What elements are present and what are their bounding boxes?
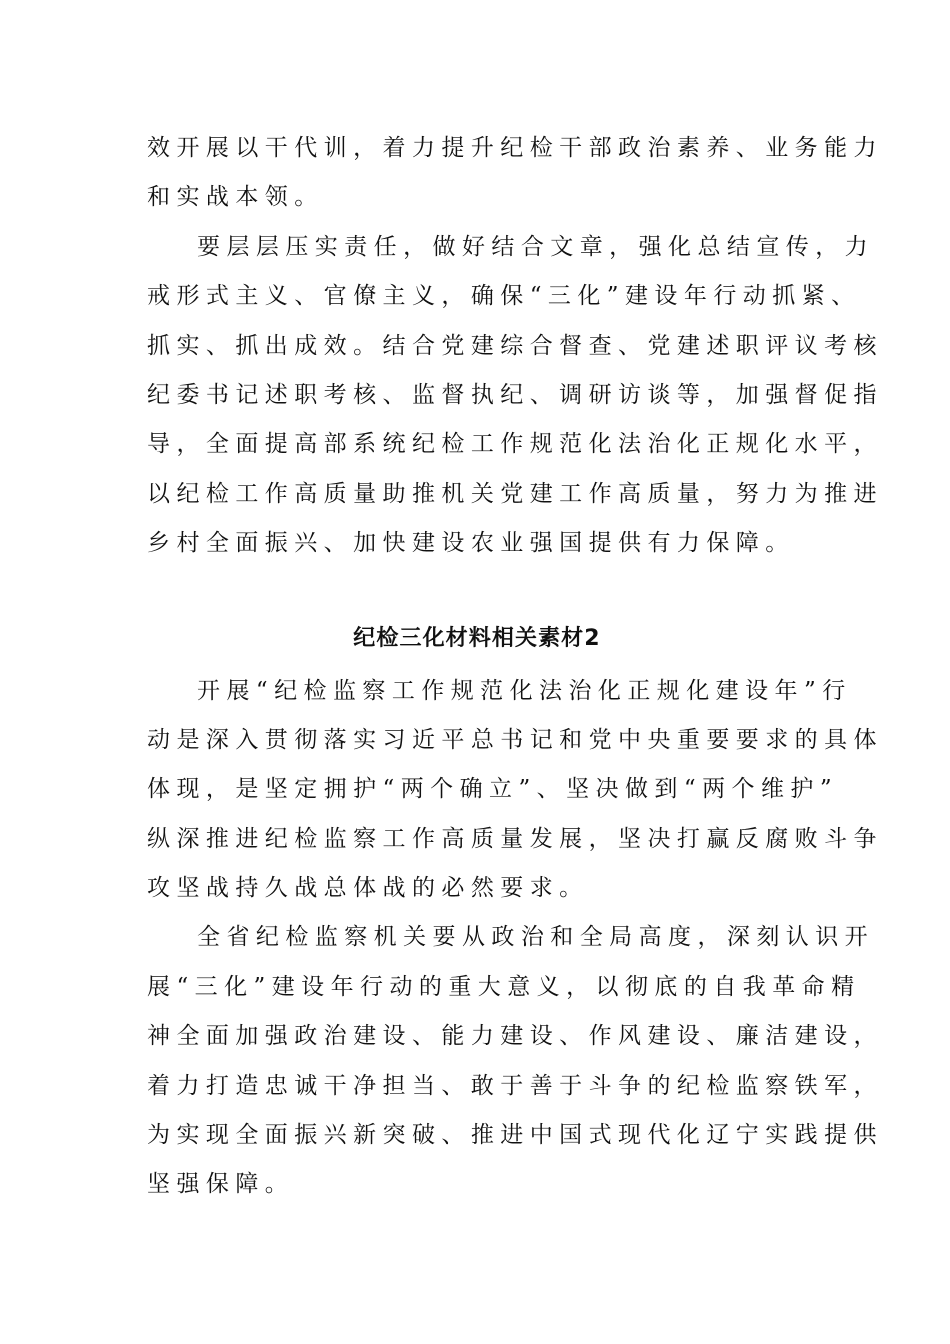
paragraph [147, 913, 883, 1209]
paragraph [147, 124, 883, 223]
text-line: 要层层压实责任，做好结合文章，强化总结宣传，力 [197, 233, 875, 260]
text-line: 以纪检工作高质量助推机关党建工作高质量，努力为推进 [147, 480, 883, 507]
text-line: 为实现全面振兴新突破、推进中国式现代化辽宁实践提供 [147, 1122, 883, 1149]
text-line: 效开展以干代训，着力提升纪检干部政治素养、业务能力 [147, 135, 883, 161]
text-line: 和实战本领。 [147, 184, 324, 211]
text-line: 纵深推进纪检监察工作高质量发展，坚决打赢反腐败斗争 [147, 825, 883, 852]
paragraph [147, 667, 883, 914]
text-line: 全省纪检监察机关要从政治和全局高度，深刻认识开 [197, 924, 875, 951]
document-page [147, 124, 883, 1210]
text-line: 体现，是坚定拥护“两个确立”、坚决做到“两个维护” [147, 776, 839, 803]
text-line: 展“三化”建设年行动的重大意义，以彻底的自我革命精 [147, 973, 861, 1000]
text-line: 戒形式主义、官僚主义，确保“三化”建设年行动抓紧、 [147, 283, 861, 310]
text-line: 坚强保障。 [147, 1171, 295, 1198]
text-line: 乡村全面振兴、加快建设农业强国提供有力保障。 [147, 530, 795, 557]
text-line: 攻坚战持久战总体战的必然要求。 [147, 875, 589, 902]
text-line: 动是深入贯彻落实习近平总书记和党中央重要要求的具体 [147, 726, 883, 753]
text-line: 开展“纪检监察工作规范化法治化正规化建设年”行 [197, 677, 852, 704]
text-line: 纪委书记述职考核、监督执纪、调研访谈等，加强督促指 [147, 381, 883, 408]
section-heading: 纪检三化材料相关素材2 [353, 625, 601, 651]
text-line: 导，全面提高部系统纪检工作规范化法治化正规化水平， [147, 431, 883, 458]
text-line: 着力打造忠诚干净担当、敢于善于斗争的纪检监察铁军， [147, 1072, 883, 1099]
section-2 [147, 611, 883, 1210]
paragraph [147, 223, 883, 569]
text-line: 神全面加强政治建设、能力建设、作风建设、廉洁建设， [147, 1023, 883, 1050]
section-spacer [147, 569, 807, 611]
text-line: 抓实、抓出成效。结合党建综合督查、党建述职评议考核 [147, 332, 883, 359]
section-1 [147, 124, 883, 569]
